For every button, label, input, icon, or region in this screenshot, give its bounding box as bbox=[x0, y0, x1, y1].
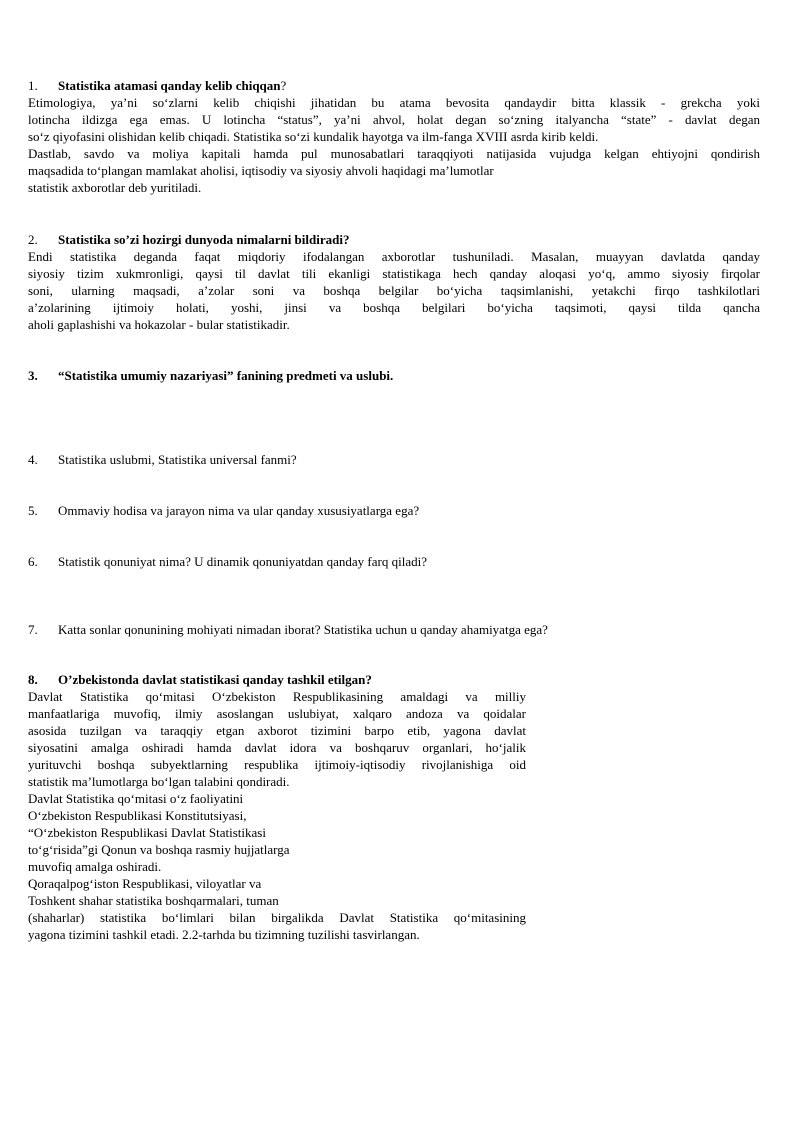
question-2-heading bbox=[28, 231, 349, 248]
question-2-number: 2. bbox=[28, 232, 38, 247]
question-8-title: O’zbekistonda davlat statistikasi qanday tashkil etilgan? bbox=[58, 672, 372, 687]
answer-line: Etimologiya, ya’ni so‘zlarni kelib chiqishi jihatidan bu atama bevosita qandaydir bitta klassik - grekcha yoki bbox=[28, 95, 760, 110]
answer-line: siyosatini amalga oshiradi hamda davlat idora va boshqaruv organlari, ho‘jalik bbox=[28, 740, 526, 755]
question-5-number: 5. bbox=[28, 503, 38, 518]
question-7-title: Katta sonlar qonunining mohiyati nimadan iborat? Statistika uchun u qanday ahamiyatga ega? bbox=[58, 622, 548, 637]
answer-line: (shaharlar) statistika bo‘limlari bilan birgalikda Davlat Statistika qo‘mitasining bbox=[28, 910, 526, 925]
question-7-heading bbox=[28, 621, 548, 638]
question-6-heading bbox=[28, 553, 427, 570]
question-2-title: Statistika so’zi hozirgi dunyoda nimalarni bildiradi? bbox=[58, 232, 350, 247]
question-4-number: 4. bbox=[28, 452, 38, 467]
answer-line: aholi gaplashishi va hokazolar - bular statistikadir. bbox=[28, 317, 290, 332]
answer-line: muvofiq amalga oshiradi. bbox=[28, 859, 162, 874]
question-8-heading bbox=[28, 671, 372, 688]
answer-line: asosida tuzilgan va taraqqiy etgan axborot tizimini barpo etib, yagona davlat bbox=[28, 723, 526, 738]
question-7-number: 7. bbox=[28, 622, 38, 637]
answer-line: manfaatlariga muvofiq, ilmiy asoslangan uslubiyat, xalqaro andoza va qoidalar bbox=[28, 706, 526, 721]
question-1-title-suffix: ? bbox=[280, 78, 287, 93]
question-5-heading bbox=[28, 502, 419, 519]
question-4-heading bbox=[28, 451, 297, 468]
answer-line: so‘z qiyofasini olishidan kelib chiqadi. Statistika so‘zi kundalik hayotga va ilm-fanga XVIII asrda kirib keldi. bbox=[28, 129, 599, 144]
question-3-title: “Statistika umumiy nazariyasi” fanining predmeti va uslubi. bbox=[58, 368, 394, 383]
answer-line: Davlat Statistika qo‘mitasi o‘z faoliyatini bbox=[28, 791, 244, 806]
question-1-title: Statistika atamasi qanday kelib chiqqan bbox=[58, 78, 281, 93]
question-6-title: Statistik qonuniyat nima? U dinamik qonuniyatdan qanday farq qiladi? bbox=[58, 554, 427, 569]
answer-line: maqsadida to‘plangan mamlakat aholisi, iqtisodiy va siyosiy ahvoli haqidagi ma’lumotlar bbox=[28, 163, 494, 178]
question-2-answer bbox=[28, 248, 760, 333]
answer-line: “O‘zbekiston Respublikasi Davlat Statistikasi bbox=[28, 825, 266, 840]
question-1-answer bbox=[28, 94, 760, 196]
answer-line: statistik ma’lumotlarga bo‘lgan talabini qondiradi. bbox=[28, 774, 290, 789]
question-1-number: 1. bbox=[28, 78, 38, 93]
question-3-number: 3. bbox=[28, 368, 38, 383]
answer-line: yurituvchi boshqa subyektlarning respublika ijtimoiy-iqtisodiy rivojlanishiga oid bbox=[28, 757, 526, 772]
answer-line: a’zolarining ijtimoiy holati, yoshi, jinsi va boshqa belgilari bo‘yicha taqsimoti, qaysi tilda qancha bbox=[28, 300, 760, 315]
answer-line: O‘zbekiston Respublikasi Konstitutsiyasi, bbox=[28, 808, 247, 823]
answer-line: Davlat Statistika qo‘mitasi O‘zbekiston Respublikasining amaldagi va milliy bbox=[28, 689, 526, 704]
answer-line: Endi statistika deganda faqat miqdoriy ifodalangan axborotlar tushuniladi. Masalan, muayyan davlatda qanday bbox=[28, 249, 760, 264]
answer-line: lotincha ildizga ega emas. U lotincha “status”, ya’ni ahvol, holat degan so‘zning italyancha “state” - davlat degan bbox=[28, 112, 760, 127]
question-6-number: 6. bbox=[28, 554, 38, 569]
answer-line: statistik axborotlar deb yuritiladi. bbox=[28, 180, 202, 195]
answer-line: Qoraqalpog‘iston Respublikasi, viloyatlar va bbox=[28, 876, 262, 891]
question-5-title: Ommaviy hodisa va jarayon nima va ular qanday xususiyatlarga ega? bbox=[58, 503, 420, 518]
answer-line: Dastlab, savdo va moliya kapitali hamda pul munosabatlari taraqqiyoti natijasida vujudga kelgan ehtiyojni qondirish bbox=[28, 146, 760, 161]
question-8-answer bbox=[28, 688, 526, 943]
answer-line: soni, ularning maqsadi, a’zolar soni va boshqa belgilar bo‘yicha taqsimlanishi, yetakchi firqo tashkilotlari bbox=[28, 283, 760, 298]
answer-line: siyosiy tizim xukmronligi, qaysi til davlat tili ekanligi statistikaga hech qanday aloqasi yo‘q, ammo siyosiy firqolar bbox=[28, 266, 760, 281]
question-8-number: 8. bbox=[28, 672, 38, 687]
answer-line: yagona tizimini tashkil etadi. 2.2-tarhda bu tizimning tuzilishi tasvirlangan. bbox=[28, 927, 420, 942]
question-3-heading bbox=[28, 367, 393, 384]
answer-line: to‘g‘risida”gi Qonun va boshqa rasmiy hujjatlarga bbox=[28, 842, 290, 857]
question-4-title: Statistika uslubmi, Statistika universal fanmi? bbox=[58, 452, 297, 467]
question-1-heading bbox=[28, 77, 286, 94]
answer-line: Toshkent shahar statistika boshqarmalari, tuman bbox=[28, 893, 279, 908]
